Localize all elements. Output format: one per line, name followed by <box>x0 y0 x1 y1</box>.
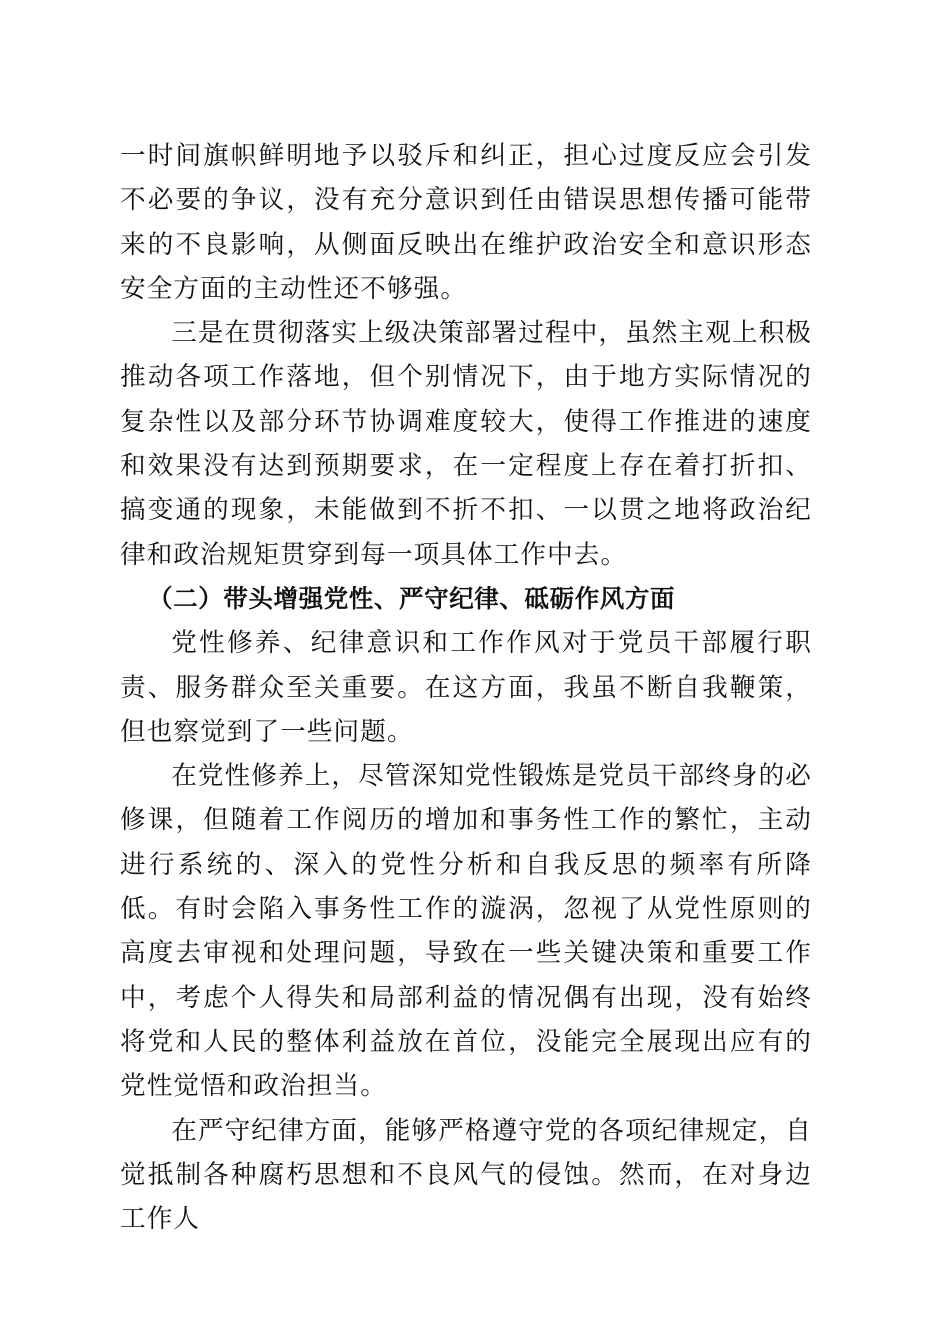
section-heading-two: （二）带头增强党性、严守纪律、砥砺作风方面 <box>148 583 676 613</box>
paragraph-continuation: 一时间旗帜鲜明地予以驳斥和纠正，担心过度反应会引发不必要的争议，没有充分意识到任由错误思想传播可能带来的不良影响，从侧面反映出在维护政治安全和意识形态安全方面的主动性还不够强。 <box>120 141 812 304</box>
paragraph-point-three: 三是在贯彻落实上级决策部署过程中，虽然主观上积极推动各项工作落地，但个别情况下，由于地方实际情况的复杂性以及部分环节协调难度较大，使得工作推进的速度和效果没有达到预期要求，在一定程度上存在着打折扣、搞变通的现象，未能做到不折不扣、一以贯之地将政治纪律和政治规矩贯穿到每一项具体工作中去。 <box>120 318 812 570</box>
paragraph-intro: 党性修养、纪律意识和工作作风对于党员干部履行职责、服务群众至关重要。在这方面，我虽不断自我鞭策，但也察觉到了一些问题。 <box>120 628 812 747</box>
paragraph-discipline: 在严守纪律方面，能够严格遵守党的各项纪律规定，自觉抵制各种腐朽思想和不良风气的侵蚀。然而，在对身边工作人 <box>120 1115 812 1235</box>
paragraph-party-spirit: 在党性修养上，尽管深知党性锻炼是党员干部终身的必修课，但随着工作阅历的增加和事务性工作的繁忙，主动进行系统的、深入的党性分析和自我反思的频率有所降低。有时会陷入事务性工作的漩涡，忽视了从党性原则的高度去审视和处理问题，导致在一些关键决策和重要工作中，考虑个人得失和局部利益的情况偶有出现，没有始终将党和人民的整体利益放在首位，没能完全展现出应有的党性觉悟和政治担当。 <box>120 761 812 1102</box>
document-body <box>120 134 812 1241</box>
